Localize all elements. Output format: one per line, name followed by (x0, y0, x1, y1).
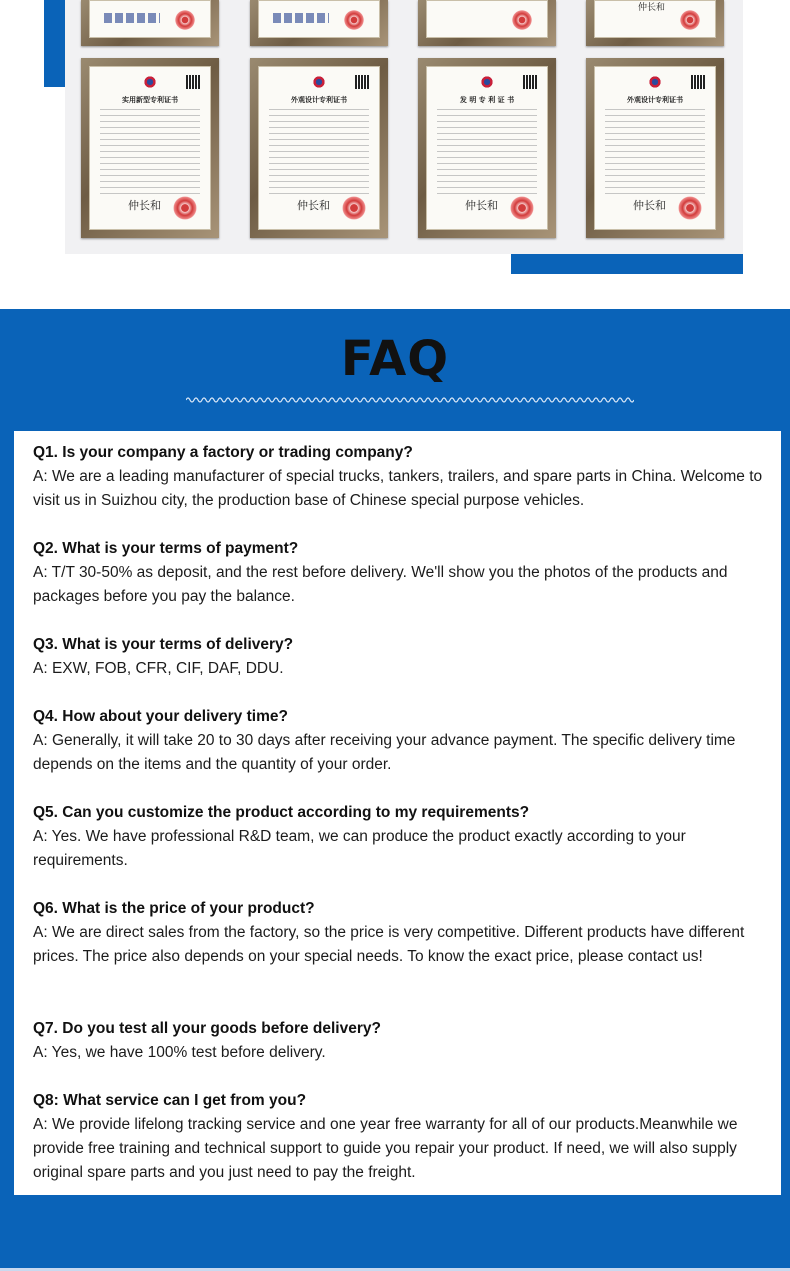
faq-question: Q1. Is your company a factory or trading company? (33, 444, 413, 461)
patent-office-logo-icon (311, 76, 327, 88)
certificate-image (250, 0, 388, 46)
faq-question: Q7. Do you test all your goods before delivery? (33, 1020, 381, 1037)
faq-item-q5 (33, 801, 778, 873)
faq-answer: A: We are direct sales from the factory, so the price is very competitive. Different products have different prices. The price also depends on your special needs. To know the exact price, please contact us! (33, 924, 745, 965)
certificate-signature: 仲长和 (633, 199, 666, 212)
red-seal-icon (343, 9, 365, 31)
faq-item-q7 (33, 1017, 778, 1065)
faq-section (0, 309, 790, 1271)
faq-card (14, 431, 781, 1195)
certification-logos-icon (104, 13, 160, 23)
wavy-divider-icon (186, 395, 634, 405)
faq-question: Q5. Can you customize the product according to my requirements? (33, 804, 530, 821)
faq-answer: A: T/T 30-50% as deposit, and the rest before delivery. We'll show you the photos of the products and packages before you pay the balance. (33, 564, 728, 605)
faq-heading: FAQ (340, 331, 450, 387)
faq-answer: A: We provide lifelong tracking service and one year free warranty for all of our products.Meanwhile we provide free training and technical support to guide you repair your product. If need, we will also supply original spare parts and you just need to pay the freight. (33, 1116, 738, 1181)
faq-answer: A: We are a leading manufacturer of special trucks, tankers, trailers, and spare parts in China. Welcome to visit us in Suizhou city, the production base of Chinese special purpose vehicles. (33, 468, 763, 509)
faq-answer: A: EXW, FOB, CFR, CIF, DAF, DDU. (33, 660, 284, 677)
faq-question: Q2. What is your terms of payment? (33, 540, 299, 557)
faq-item-q3 (33, 633, 778, 681)
patent-office-logo-icon (647, 76, 663, 88)
faq-question: Q3. What is your terms of delivery? (33, 636, 294, 653)
certificate-signature: 仲长和 (637, 3, 665, 13)
certificate-image (81, 0, 219, 46)
certificates-panel (65, 0, 743, 254)
certificate-image (586, 0, 724, 46)
qr-code-icon (691, 75, 705, 89)
certificate-signature: 仲长和 (465, 199, 498, 212)
faq-answer: A: Generally, it will take 20 to 30 days after receiving your advance payment. The specific delivery time depends on the items and the quantity of your order. (33, 732, 736, 773)
red-seal-icon (174, 9, 196, 31)
certification-logos-icon (273, 13, 329, 23)
accent-bar-right (511, 254, 743, 274)
faq-item-q4 (33, 705, 778, 777)
faq-question: Q4. How about your delivery time? (33, 708, 288, 725)
red-seal-icon (511, 9, 533, 31)
faq-answer: A: Yes. We have professional R&D team, we can produce the product exactly according to your requirements. (33, 828, 686, 869)
certificate-title: 外观设计专利证书 (627, 95, 683, 104)
faq-question: Q6. What is the price of your product? (33, 900, 315, 917)
patent-office-logo-icon (142, 76, 158, 88)
faq-item-q6 (33, 897, 778, 969)
certificate-image (418, 0, 556, 46)
certificate-image (81, 58, 219, 238)
certificate-title: 实用新型专利证书 (122, 95, 178, 104)
certificate-text-lines (100, 109, 200, 195)
certificate-image (250, 58, 388, 238)
certificate-image (586, 58, 724, 238)
faq-item-q2 (33, 537, 778, 609)
certificate-text-lines (605, 109, 705, 195)
faq-question: Q8: What service can I get from you? (33, 1092, 307, 1109)
faq-item-q1 (33, 441, 778, 513)
certificate-title: 发 明 专 利 证 书 (459, 95, 515, 104)
faq-item-q8 (33, 1089, 778, 1185)
qr-code-icon (523, 75, 537, 89)
certificate-image (418, 58, 556, 238)
certificate-signature: 仲长和 (297, 199, 330, 212)
red-seal-icon (509, 195, 535, 221)
qr-code-icon (355, 75, 369, 89)
patent-office-logo-icon (479, 76, 495, 88)
certificate-signature: 仲长和 (128, 199, 161, 212)
red-seal-icon (172, 195, 198, 221)
accent-bar-left (44, 0, 65, 87)
faq-answer: A: Yes, we have 100% test before delivery. (33, 1044, 326, 1061)
certificates-section (0, 0, 790, 310)
red-seal-icon (677, 195, 703, 221)
certificate-text-lines (269, 109, 369, 195)
certificate-text-lines (437, 109, 537, 195)
qr-code-icon (186, 75, 200, 89)
certificate-title: 外观设计专利证书 (291, 95, 347, 104)
red-seal-icon (679, 9, 701, 31)
red-seal-icon (341, 195, 367, 221)
